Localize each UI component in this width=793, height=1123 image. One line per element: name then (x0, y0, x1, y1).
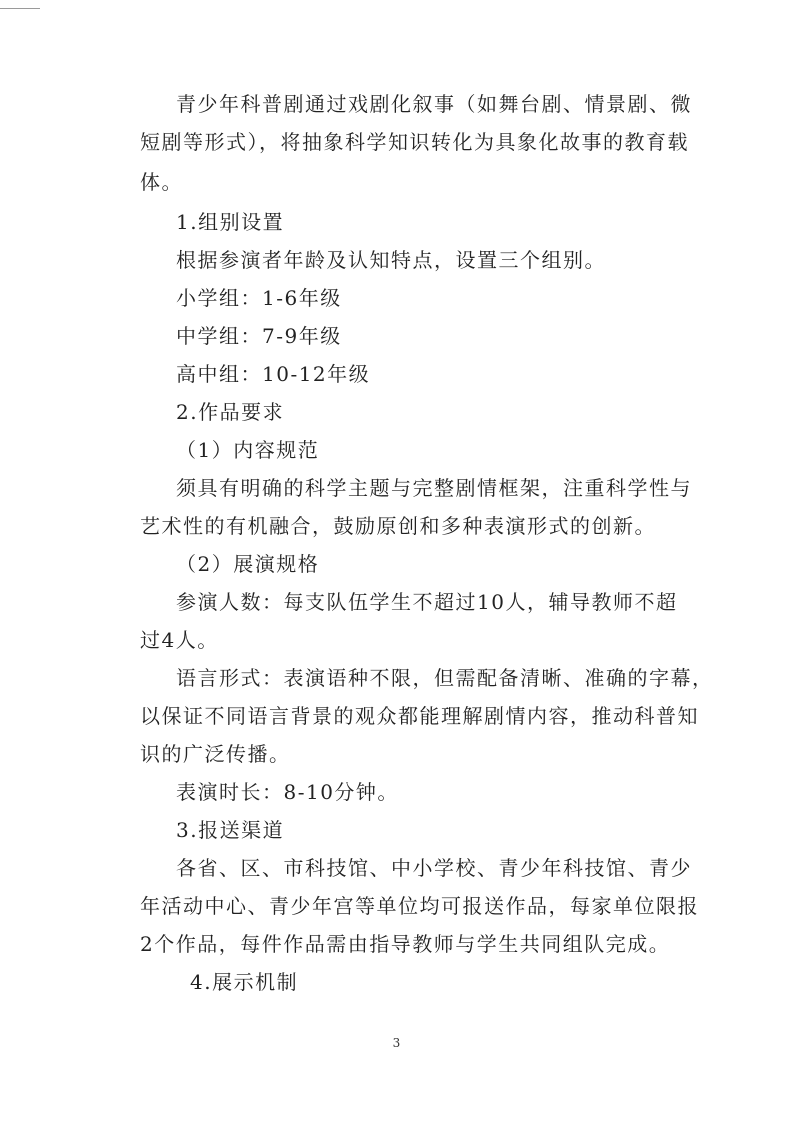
group-primary: 小学组：1-6年级 (176, 286, 342, 310)
section3-line-3: 2个作品，每件作品需由指导教师与学生共同组队完成。 (140, 932, 671, 956)
language-line-3: 识的广泛传播。 (140, 742, 291, 766)
intro-line-1: 青少年科普剧通过戏剧化叙事（如舞台剧、情景剧、微 (176, 92, 692, 116)
sub1-line-2: 艺术性的有机融合，鼓励原创和多种表演形式的创新。 (140, 514, 656, 538)
intro-line-3: 体。 (140, 170, 183, 194)
section1-text: 根据参演者年龄及认知特点，设置三个组别。 (176, 248, 606, 272)
intro-line-2: 短剧等形式），将抽象科学知识转化为具象化故事的教育载 (140, 130, 689, 154)
performers-line-1: 参演人数：每支队伍学生不超过10人，辅导教师不超 (176, 590, 678, 614)
group-middle: 中学组：7-9年级 (176, 324, 342, 348)
sub2-heading: （2）展演规格 (176, 552, 320, 576)
section1-heading: 1.组别设置 (176, 210, 285, 234)
group-high: 高中组：10-12年级 (176, 362, 371, 386)
language-line-2: 以保证不同语言背景的观众都能理解剧情内容，推动科普知 (140, 704, 699, 728)
section4-heading: 4.展示机制 (190, 970, 299, 994)
duration-line: 表演时长：8-10分钟。 (176, 780, 399, 804)
section3-line-1: 各省、区、市科技馆、中小学校、青少年科技馆、青少 (176, 856, 692, 880)
sub1-line-1: 须具有明确的科学主题与完整剧情框架，注重科学性与 (176, 476, 692, 500)
performers-line-2: 过4人。 (140, 628, 219, 652)
page-number: 3 (392, 1036, 401, 1050)
scan-edge-mark (0, 8, 40, 9)
sub1-heading: （1）内容规范 (176, 438, 320, 462)
section3-heading: 3.报送渠道 (176, 818, 285, 842)
section3-line-2: 年活动中心、青少年宫等单位均可报送作品，每家单位限报 (140, 894, 699, 918)
language-line-1: 语言形式：表演语种不限，但需配备清晰、准确的字幕， (176, 666, 714, 690)
section2-heading: 2.作品要求 (176, 400, 285, 424)
